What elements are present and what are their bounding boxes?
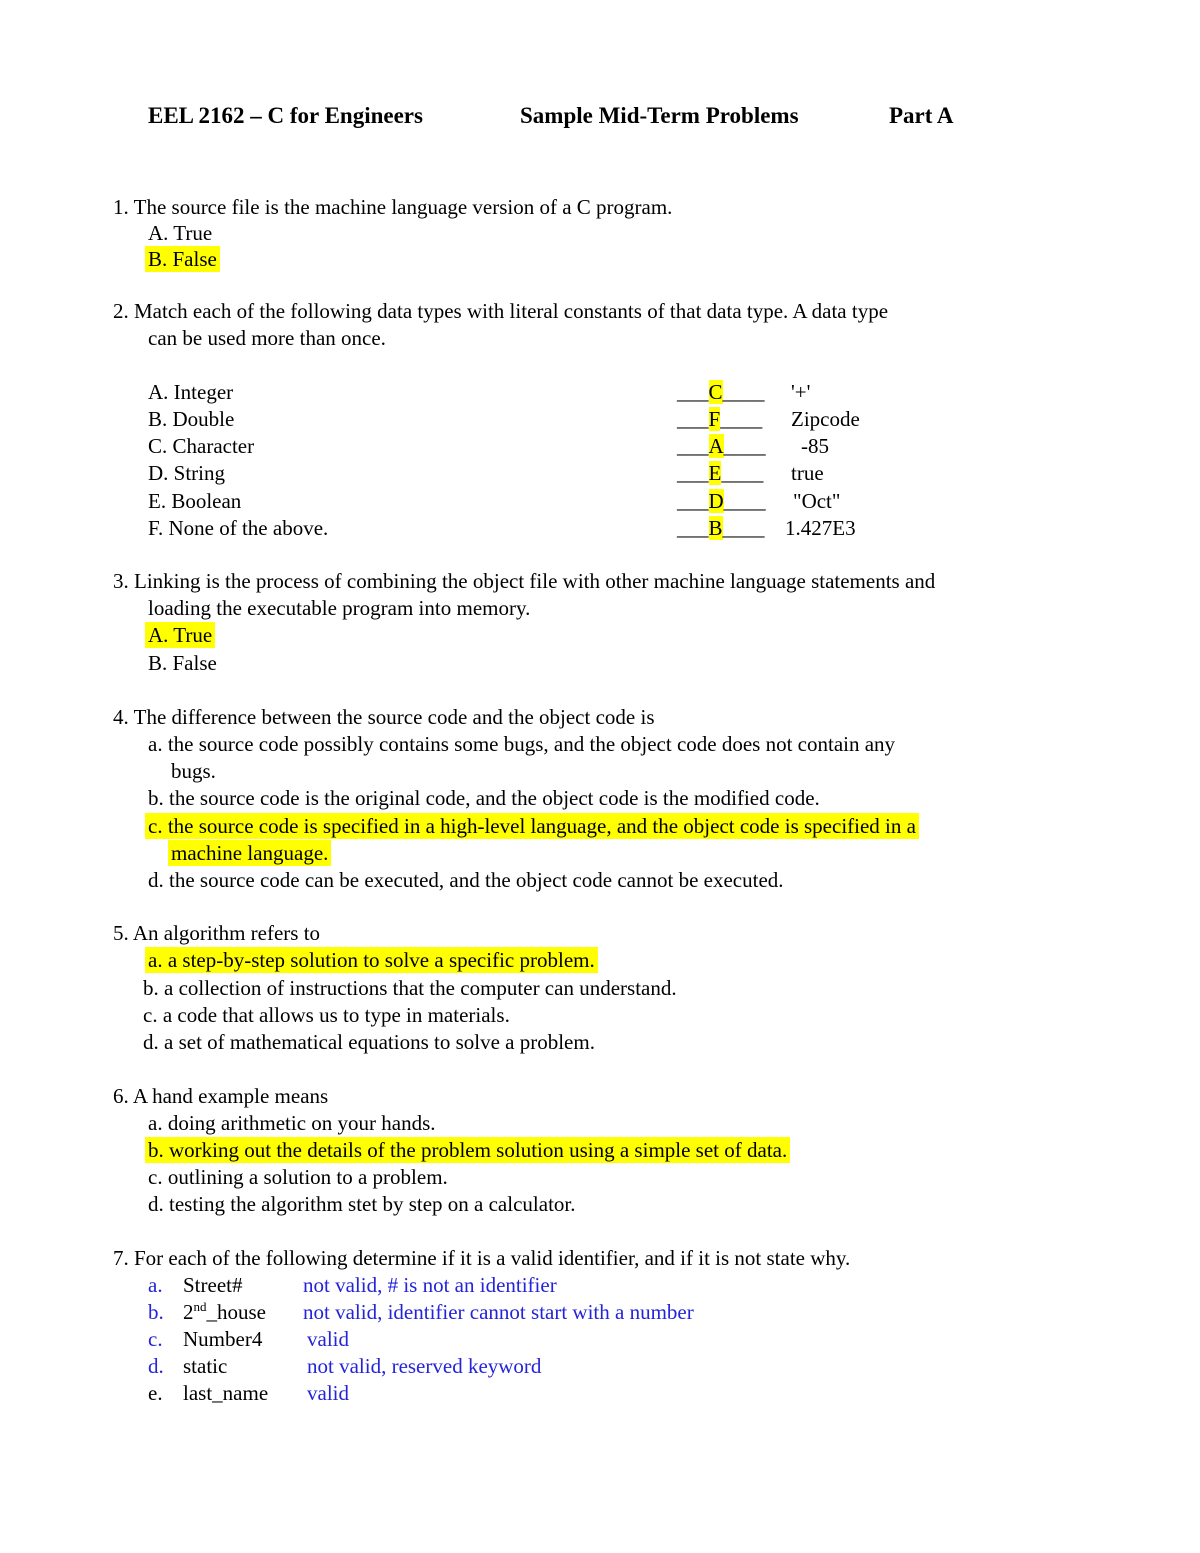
question-stem: 4. The difference between the source code and the object code is bbox=[113, 705, 655, 729]
question-stem: 3. Linking is the process of combining the object file with other machine language statements and bbox=[113, 569, 936, 593]
option-d: d. the source code can be executed, and the object code cannot be executed. bbox=[148, 868, 784, 892]
literal-constant: true bbox=[791, 461, 824, 485]
option-b: b. a collection of instructions that the computer can understand. bbox=[143, 976, 677, 1000]
literal-constant: -85 bbox=[801, 434, 829, 458]
match-answer: B bbox=[708, 516, 723, 540]
option-d: d. a set of mathematical equations to solve a problem. bbox=[143, 1030, 595, 1054]
match-blank: ___B____ bbox=[677, 516, 765, 540]
identifier-answer: not valid, reserved keyword bbox=[307, 1354, 542, 1378]
option-a: a. doing arithmetic on your hands. bbox=[148, 1111, 436, 1135]
item-letter: e. bbox=[148, 1381, 163, 1405]
match-blank: ___A____ bbox=[677, 434, 766, 458]
match-answer: F bbox=[708, 407, 721, 431]
question-stem: 5. An algorithm refers to bbox=[113, 921, 321, 945]
type-option: C. Character bbox=[148, 434, 255, 458]
question-stem-continued: loading the executable program into memory. bbox=[148, 596, 531, 620]
question-stem: 1. The source file is the machine language version of a C program. bbox=[113, 195, 673, 219]
option-c: c. a code that allows us to type in materials. bbox=[143, 1003, 510, 1027]
option-a-highlighted: a. a step-by-step solution to solve a specific problem. bbox=[145, 947, 598, 973]
option-b: B. False bbox=[148, 651, 217, 675]
option-a-continued: bugs. bbox=[171, 759, 216, 783]
option-d: d. testing the algorithm stet by step on a calculator. bbox=[148, 1192, 576, 1216]
option-b: b. the source code is the original code, and the object code is the modified code. bbox=[148, 786, 820, 810]
identifier-answer: valid bbox=[307, 1381, 349, 1405]
question-stem-continued: can be used more than once. bbox=[148, 326, 386, 350]
option-c: c. outlining a solution to a problem. bbox=[148, 1165, 448, 1189]
question-stem: 7. For each of the following determine if it is a valid identifier, and if it is not state why. bbox=[113, 1246, 851, 1270]
identifier-answer: valid bbox=[307, 1327, 349, 1351]
identifier-name: Number4 bbox=[183, 1327, 263, 1351]
type-option: D. String bbox=[148, 461, 226, 485]
course-title: EEL 2162 – C for Engineers bbox=[148, 103, 423, 128]
literal-constant: '+' bbox=[791, 380, 811, 404]
type-option: E. Boolean bbox=[148, 489, 242, 513]
option-a-highlighted: A. True bbox=[145, 622, 215, 648]
ordinal-suffix: nd bbox=[193, 1299, 207, 1314]
identifier-name: last_name bbox=[183, 1381, 269, 1405]
exam-subtitle: Sample Mid-Term Problems bbox=[520, 103, 799, 128]
identifier-answer: not valid, # is not an identifier bbox=[303, 1273, 557, 1297]
identifier-name bbox=[183, 1299, 266, 1325]
type-option: A. Integer bbox=[148, 380, 234, 404]
identifier-name: static bbox=[183, 1354, 228, 1378]
identifier-name: Street# bbox=[183, 1273, 243, 1297]
option-b-highlighted: b. working out the details of the problem solution using a simple set of data. bbox=[145, 1137, 790, 1163]
literal-constant: Zipcode bbox=[791, 407, 860, 431]
exam-part: Part A bbox=[889, 103, 954, 128]
item-letter: a. bbox=[148, 1273, 163, 1297]
question-stem: 2. Match each of the following data types with literal constants of that data type. A data type bbox=[113, 299, 889, 323]
item-letter: b. bbox=[148, 1300, 164, 1324]
option-a: A. True bbox=[148, 221, 213, 245]
match-answer: A bbox=[708, 434, 724, 458]
option-c-continued-highlighted: machine language. bbox=[168, 840, 331, 866]
match-answer: C bbox=[708, 380, 723, 404]
match-blank: ___E____ bbox=[677, 461, 764, 485]
type-option: B. Double bbox=[148, 407, 235, 431]
literal-constant: "Oct" bbox=[793, 489, 841, 513]
match-blank: ___D____ bbox=[677, 489, 766, 513]
option-a: a. the source code possibly contains some bugs, and the object code does not contain any bbox=[148, 732, 896, 756]
item-letter: d. bbox=[148, 1354, 164, 1378]
match-answer: D bbox=[708, 489, 724, 513]
identifier-digit: 2 bbox=[183, 1300, 194, 1324]
item-letter: c. bbox=[148, 1327, 163, 1351]
option-b-highlighted: B. False bbox=[145, 246, 220, 272]
literal-constant: 1.427E3 bbox=[785, 516, 856, 540]
identifier-rest: _house bbox=[206, 1300, 266, 1324]
identifier-answer: not valid, identifier cannot start with a number bbox=[303, 1300, 694, 1324]
match-answer: E bbox=[708, 461, 722, 485]
match-blank: ___C____ bbox=[677, 380, 765, 404]
question-stem: 6. A hand example means bbox=[113, 1084, 329, 1108]
option-c-highlighted: c. the source code is specified in a high-level language, and the object code is specified in a bbox=[145, 813, 919, 839]
type-option: F. None of the above. bbox=[148, 516, 329, 540]
match-blank: ___F____ bbox=[677, 407, 763, 431]
